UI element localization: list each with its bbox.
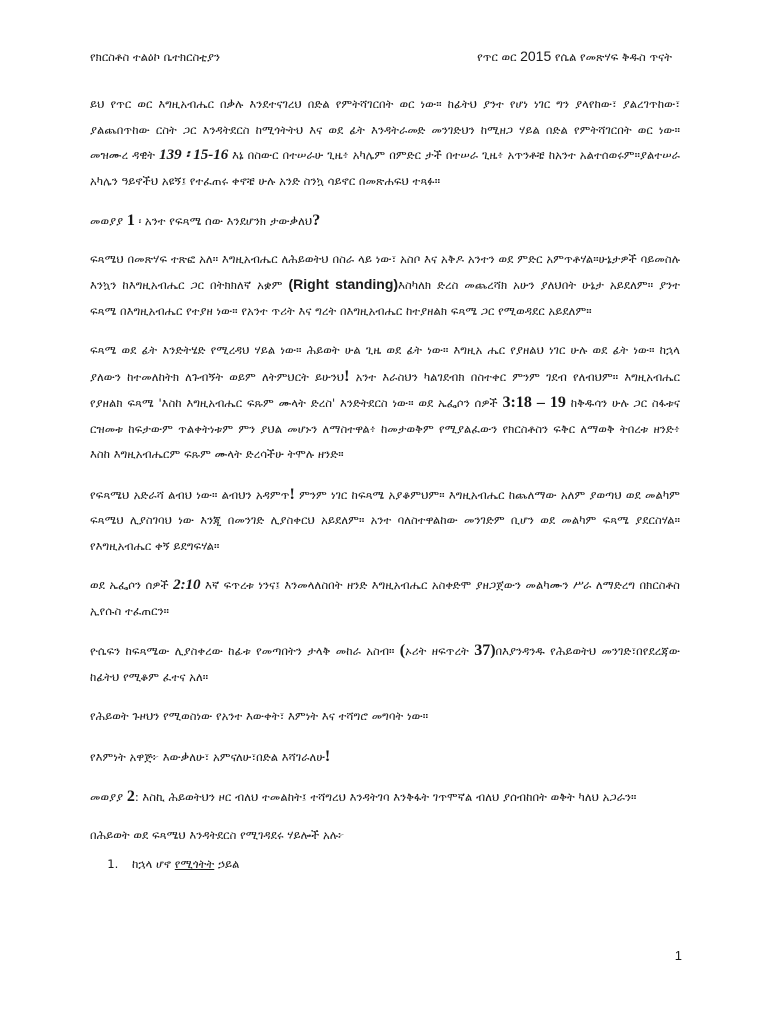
paragraph-forces: በሕይወት ወደ ፍጻሜህ እንዳትደርስ የሚገዳደሩ ሃይሎች አሉ፦ bbox=[90, 827, 345, 842]
english-term: (Right standing) bbox=[288, 276, 399, 292]
discussion-question-2: መወያያ 2: እስኪ ሕይወትህን ዞር ብለህ ተመልከት፤ ተሻግረህ እንዳትገባ እንቅፋት ገጥሞኛል ብለህ ያሰብከበት ወቅት ካለህ አጋራን። bbox=[90, 788, 637, 805]
paragraph-heart: የፍጻሜህ አድራሻ ልብህ ነው። ልብህን አዳምጥ! ምንም ነገር ከፍጻሜ አያቆምህም። እግዚአብሔር ከጨለማው አለም ያወጣህ ወደ መልካም ፍጻሜህ ሊያስገባህ ነው እንጂ በመንገድ ሊያስቀርህ አይደለም። አንተ ባለስተዋልከው መንገድም ቢሆን ወደ መልካም ፍጻሜ ያደርስሃል። የእግዚአብሔር ቀኝ ይደግፍሃል። bbox=[90, 485, 680, 553]
paragraph-joseph: ዮሴፍን ከፍጻሜው ሊያስቀረው ከፊቱ የመጣበትን ታላቅ መከራ አስብ። (ኦሪት ዘፍጥረት 37)በእያንዳንዱ የሕይወትህ መንገድ፣በየደረጃው ከፊትህ የሚቆም ፈተና አለ። bbox=[90, 642, 681, 684]
scripture-reference: 139 ፡ 15-16 bbox=[159, 147, 229, 163]
discussion-question-1: መወያያ 1 ፡ አንተ የፍጻሜ ሰው እንደሆንክ ታውቃለህ? bbox=[90, 212, 321, 229]
scripture-reference: ኦሪት ዘፍጥረት bbox=[405, 644, 469, 658]
paragraph-destiny-written: ፍጻሜህ በመጽሃፍ ተጽፎ አለ። እግዚአብሔር ለሕይወትህ በስራ ላይ ነው፣ አስቦ እና አቅዶ አንተን ወደ ምድር አምጥቶሃል።ሁኔታዎች ባይመስሉ እንኳን ከእግዚአብሔር ጋር በትክክለኛ አቋም (Right standing)እስካለክ ድረስ መጨረሻክ አሁን ያለህበት ሁኔታ አይደለም። ያንተ ፍጻሜ በእግዚአብሔር የተያዘ ነው። የአንተ ጥሪት እና ግረት በእግዚአብሔር ከተያዘልክ ፍጻሜ ጋር የሚወዳደር አይደለም። bbox=[90, 251, 681, 318]
declaration-of-faith: የእምነት አዋጅ፦ እውቃለሁ፣ አምናለሁ፣በድል እሻገራለሁ! bbox=[90, 747, 331, 765]
paragraph-intro: ይህ የጥር ወር እግዚአብሔር በቃሉ እንደተናገረህ በድል የምትሻገርበት ወር ነው። ከፊትህ ያንተ የሆነ ነገር ግን ያላየከው፣ ያልረገጥከው፣ ያልጨበጥከው ርስት ጋር እንዳትደርስ ከሚጎትትህ እና ወደ ፊት እንዳትራመድ መንገድህን ከሚዘጋ ሃይል በድል የምትሻገርበት ወር ነው። መዝሙረ ዳዊት 139 ፡ 15-16 እኔ በስውር በተሠራሁ ጊዜ፥ አካሌም በምድር ታች በተሠራ ጊዜ፥ አጥንቶቼ ከአንተ አልተሰወሩም።ያልተሠራ አካሌን ዓይኖችህ አዩኝ፤ የተፈጠሩ ቀኖቼ ሁሉ አንድ ስንኳ ሳይኖር በመጽሐፍህ ተጻፉ። bbox=[90, 97, 680, 188]
scripture-reference: 2:10 bbox=[173, 577, 201, 593]
document-body bbox=[90, 92, 680, 878]
header-church-name: የክርስቶስ ተልዕኮ ቤተክርስቲያን bbox=[90, 50, 220, 64]
list-item: 1. ከኋላ ሆኖ የሚጎትት ኃይል bbox=[122, 852, 680, 878]
header-study-title: የጥር ወር 2015 የሴል የመጽሃፍ ቅዱስ ጥናት bbox=[477, 48, 672, 64]
paragraph-journey: የሕይወት ጉዞህን የሚወስነው የአንተ እውቀት፣ እምነት እና ተሻግሮ መግባት ነው። bbox=[90, 709, 429, 723]
scripture-reference: 3:18 – 19 bbox=[502, 394, 566, 411]
paragraph-destiny-forward: ፍጻሜ ወደ ፊት እንድትሄድ የሚረዳህ ሃይል ነው። ሕይወት ሁል ጊዜ ወደ ፊት ነው። እግዚአ ሔር የያዘልህ ነገር ሁሉ ወደ ፊት ነው። ከኋላ ያለውን ከተመለከትክ ለጉብኝት ወይም ለትምህርት ይሁንህ! አንተ እራስህን ካልገደብክ በስተቀር ምንም ገደብ የለብህም። እግዚአብሔር የያዘልክ ፍጻሜ 'እስከ እግዚአብሔር ፍጹም ሙላት ድረስ' እንድትደርስ ነው። ወደ ኤፌሶን ሰዎች 3:18 – 19 ከቅዱሳን ሁሉ ጋር ስፋቱና ርዝመቱ ከፍታውም ጥልቀትነቱም ምን ያህል መሆኑን ለማስተዋል፥ ከመታወቅም የሚያልፈውን የክርስቶስን ፍቅር ለማወቅ ትበረቱ ዘንድ፥ እስከ እግዚአብሔርም ፍጹም ሙላት ድረሳችሁ ትሞሉ ዘንድ። bbox=[90, 343, 681, 461]
forces-list bbox=[90, 852, 680, 878]
page-header bbox=[90, 48, 672, 65]
paragraph-ephesians: ወደ ኤፌሶን ሰዎች 2:10 እኛ ፍጥረቱ ነንና፤ እንመላለስበት ዘንድ እግዚአብሔር አስቀድሞ ያዘጋጀውን መልካሙን ሥራ ለማድረግ በክርስቶስ ኢየሱስ ተፈጠርን። bbox=[90, 577, 680, 618]
page-number: 1 bbox=[674, 948, 682, 963]
